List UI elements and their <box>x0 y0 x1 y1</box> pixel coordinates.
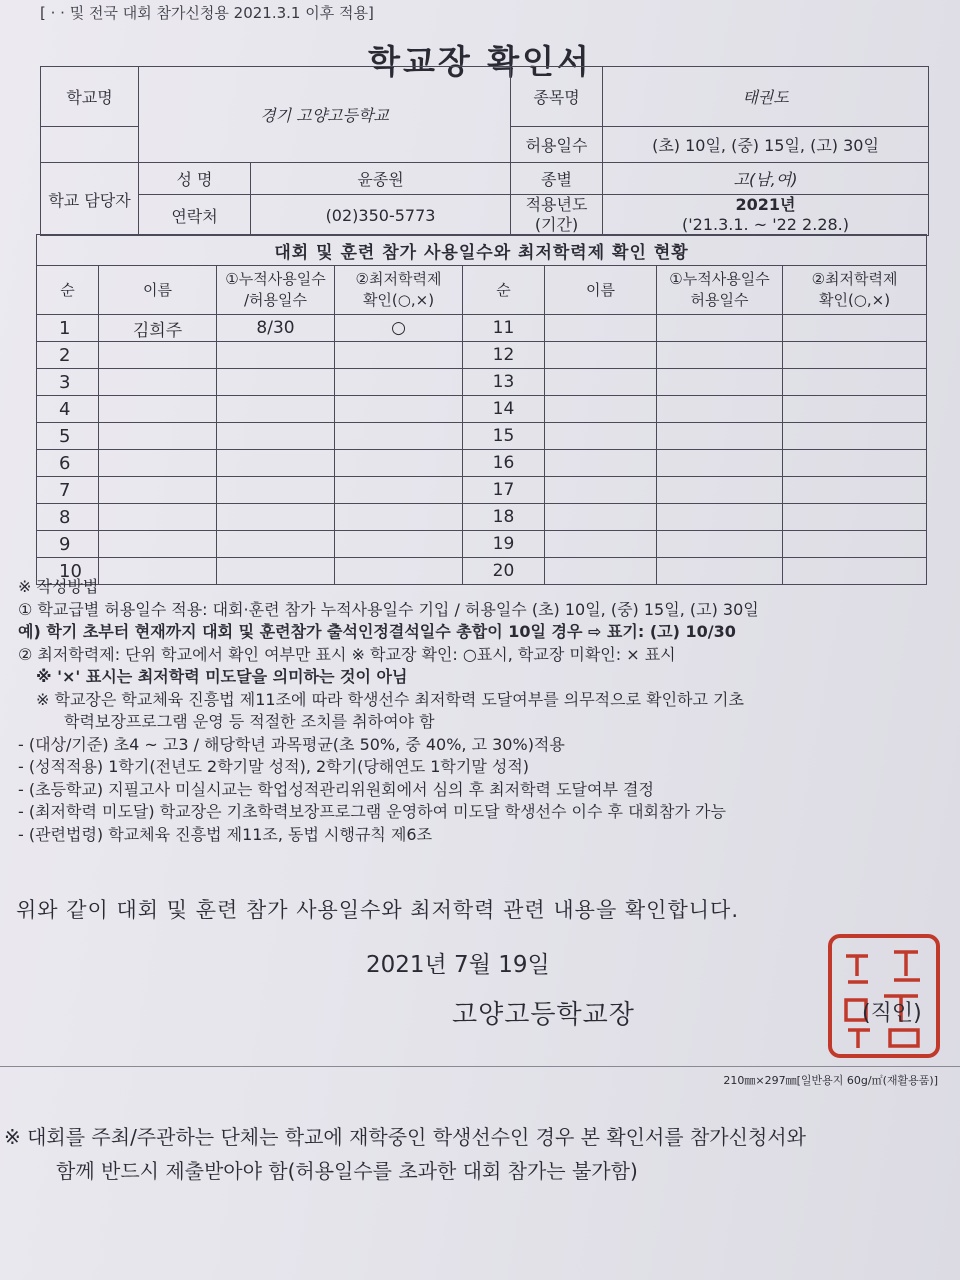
event-value: 태권도 <box>603 67 929 127</box>
cell-days <box>217 477 335 504</box>
cell-no: 3 <box>37 369 99 396</box>
cell-name <box>99 450 217 477</box>
cell-check <box>335 450 463 477</box>
cell-no: 15 <box>463 423 545 450</box>
cell-no: 7 <box>37 477 99 504</box>
instruction-line: ① 학교급별 허용일수 적용: 대회·훈련 참가 누적사용일수 기입 / 허용일수 (초) 10일, (중) 15일, (고) 30일 <box>18 599 759 619</box>
cell-no: 19 <box>463 531 545 558</box>
cell-no: 14 <box>463 396 545 423</box>
name-value: 윤종원 <box>251 163 511 195</box>
cell-no: 10 <box>37 558 99 585</box>
cell-name <box>99 504 217 531</box>
year-period-value <box>603 195 929 236</box>
table-row <box>37 369 927 396</box>
instruction-line: - (최저학력 미도달) 학교장은 기초학력보장프로그램 운영하여 미도달 학생선수 이수 후 대회참가 가능 <box>18 802 726 821</box>
divider <box>0 1066 960 1067</box>
cell-name <box>99 396 217 423</box>
paper-spec: 210㎜×297㎜[일반용지 60g/㎡(재활용품)] <box>723 1074 938 1087</box>
cell-days <box>217 396 335 423</box>
cell-name <box>545 477 657 504</box>
instruction-line: 학력보장프로그램 운영 등 적절한 조치를 취하여야 함 <box>64 712 435 731</box>
cell-check <box>783 531 927 558</box>
col-days <box>217 266 335 315</box>
col-days-line1: ①누적사용일수 <box>225 270 326 288</box>
cell-no: 20 <box>463 558 545 585</box>
footer-note-line2: 함께 반드시 제출받아야 함(허용일수를 초과한 대회 참가는 불가함) <box>56 1159 638 1183</box>
table-row <box>37 477 927 504</box>
instruction-line: ※ 학교장은 학교체육 진흥법 제11조에 따라 학생선수 최저학력 도달여부를 의무적으로 확인하고 기초 <box>36 689 744 709</box>
cell-name <box>545 504 657 531</box>
instructions-heading: ※ 작성방법 <box>18 577 99 596</box>
cell-name <box>545 342 657 369</box>
cell-no: 8 <box>37 504 99 531</box>
instruction-line: - (초등학교) 지필고사 미실시교는 학업성적관리위원회에서 심의 후 최저학력 도달여부 결정 <box>18 779 654 799</box>
col-min-line1: ②최저학력제 <box>355 270 442 288</box>
table-row <box>37 504 927 531</box>
cell-name <box>99 531 217 558</box>
cell-name: 김희주 <box>99 315 217 342</box>
top-note: [ · · 및 전국 대회 참가신청용 2021.3.1 이후 적용] <box>40 4 374 22</box>
cell-days <box>657 315 783 342</box>
footer-note-line1: ※ 대회를 주최/주관하는 단체는 학교에 재학중인 학생선수인 경우 본 확인서를 참가신청서와 <box>4 1125 806 1149</box>
cell-days <box>217 423 335 450</box>
school-label-spacer <box>41 127 139 163</box>
school-label: 학교명 <box>41 67 139 127</box>
cell-days <box>657 450 783 477</box>
cell-name <box>99 423 217 450</box>
period-label: (기간) <box>534 215 579 234</box>
cell-check <box>783 504 927 531</box>
table-row <box>37 423 927 450</box>
instruction-line: 예) 학기 초부터 현재까지 대회 및 훈련참가 출석인정결석일수 총합이 10일 경우 ⇨ 표기: (고) 10/30 <box>18 622 736 641</box>
cell-no: 18 <box>463 504 545 531</box>
instructions <box>18 576 938 846</box>
cell-check <box>783 315 927 342</box>
cell-no: 17 <box>463 477 545 504</box>
category-label: 종별 <box>511 163 603 195</box>
col-days-right-line2: 허용일수 <box>690 291 749 309</box>
cell-name <box>545 396 657 423</box>
col-no-right: 순 <box>463 266 545 315</box>
table-row <box>37 450 927 477</box>
cell-check <box>335 423 463 450</box>
col-min <box>335 266 463 315</box>
year-value: 2021년 <box>735 195 796 214</box>
cell-days <box>657 477 783 504</box>
cell-name <box>99 369 217 396</box>
cell-no: 4 <box>37 396 99 423</box>
cell-no: 1 <box>37 315 99 342</box>
table-caption: 대회 및 훈련 참가 사용일수와 최저학력제 확인 현황 <box>37 235 927 266</box>
instruction-line: - (성적적용) 1학기(전년도 2학기말 성적), 2학기(당해연도 1학기말 성적) <box>18 757 530 776</box>
cell-check <box>783 369 927 396</box>
seal-label: (직인) <box>862 1001 922 1026</box>
event-label: 종목명 <box>511 67 603 127</box>
col-name: 이름 <box>99 266 217 315</box>
period-value: ('21.3.1. ~ '22 2.28.) <box>682 215 850 234</box>
cell-name <box>545 369 657 396</box>
cell-check <box>783 396 927 423</box>
table-row <box>37 396 927 423</box>
usage-table <box>36 234 927 585</box>
phone-value: (02)350-5773 <box>251 195 511 236</box>
cell-no: 9 <box>37 531 99 558</box>
cell-days: 8/30 <box>217 315 335 342</box>
cell-check <box>335 369 463 396</box>
cell-check <box>335 396 463 423</box>
cell-days <box>217 342 335 369</box>
confirmation-date: 2021년 7월 19일 <box>366 952 550 978</box>
contact-person-label: 학교 담당자 <box>41 163 139 236</box>
cell-days <box>217 504 335 531</box>
cell-check <box>335 504 463 531</box>
confirmation-statement: 위와 같이 대회 및 훈련 참가 사용일수와 최저학력 관련 내용을 확인합니다. <box>16 898 740 922</box>
cell-check <box>335 531 463 558</box>
cell-no: 16 <box>463 450 545 477</box>
col-min-right-line2: 확인(○,×) <box>818 291 891 309</box>
cell-no: 13 <box>463 369 545 396</box>
phone-label: 연락처 <box>139 195 251 236</box>
page-title: 학교장 확인서 <box>368 42 592 81</box>
name-label: 성 명 <box>139 163 251 195</box>
col-min-right-line1: ②최저학력제 <box>811 270 898 288</box>
cell-days <box>657 369 783 396</box>
allowed-days-label: 허용일수 <box>511 127 603 163</box>
cell-check <box>783 342 927 369</box>
cell-check <box>783 477 927 504</box>
cell-name <box>99 342 217 369</box>
footer-note <box>4 1120 934 1188</box>
cell-days <box>657 342 783 369</box>
cell-days <box>217 369 335 396</box>
instruction-line: - (대상/기준) 초4 ~ 고3 / 해당학년 과목평균(초 50%, 중 40%, 고 30%)적용 <box>18 734 565 754</box>
cell-no: 12 <box>463 342 545 369</box>
instruction-line: ② 최저학력제: 단위 학교에서 확인 여부만 표시 ※ 학교장 확인: ○표시, 학교장 미확인: × 표시 <box>18 644 676 664</box>
cell-name <box>545 450 657 477</box>
col-days-right <box>657 266 783 315</box>
cell-check <box>335 342 463 369</box>
cell-days <box>657 531 783 558</box>
allowed-days-value: (초) 10일, (중) 15일, (고) 30일 <box>603 127 929 163</box>
cell-check <box>335 477 463 504</box>
info-table <box>40 66 929 236</box>
cell-name <box>545 423 657 450</box>
year-label: 적용년도 <box>525 195 588 214</box>
cell-check <box>783 450 927 477</box>
cell-check: ○ <box>335 315 463 342</box>
table-body <box>37 315 927 585</box>
instruction-line: - (관련법령) 학교체육 진흥법 제11조, 동법 시행규칙 제6조 <box>18 824 433 844</box>
instruction-line: ※ '×' 표시는 최저학력 미도달을 의미하는 것이 아님 <box>36 667 408 686</box>
category-value: 고(남,여) <box>603 163 929 195</box>
table-row <box>37 342 927 369</box>
col-no: 순 <box>37 266 99 315</box>
year-period-label <box>511 195 603 236</box>
col-min-line2: 확인(○,×) <box>362 291 435 309</box>
col-min-right <box>783 266 927 315</box>
cell-days <box>657 423 783 450</box>
cell-name <box>99 477 217 504</box>
table-row <box>37 315 927 342</box>
signer-name: 고양고등학교장 <box>452 1000 635 1030</box>
cell-days <box>657 504 783 531</box>
cell-days <box>657 396 783 423</box>
cell-no: 11 <box>463 315 545 342</box>
school-value: 경기 고양고등학교 <box>139 67 511 163</box>
cell-name <box>545 531 657 558</box>
cell-no: 2 <box>37 342 99 369</box>
col-days-right-line1: ①누적사용일수 <box>669 270 770 288</box>
table-row <box>37 531 927 558</box>
cell-check <box>783 423 927 450</box>
cell-days <box>217 531 335 558</box>
cell-no: 6 <box>37 450 99 477</box>
cell-days <box>217 450 335 477</box>
cell-name <box>545 315 657 342</box>
cell-no: 5 <box>37 423 99 450</box>
col-name-right: 이름 <box>545 266 657 315</box>
col-days-line2: /허용일수 <box>243 291 307 309</box>
